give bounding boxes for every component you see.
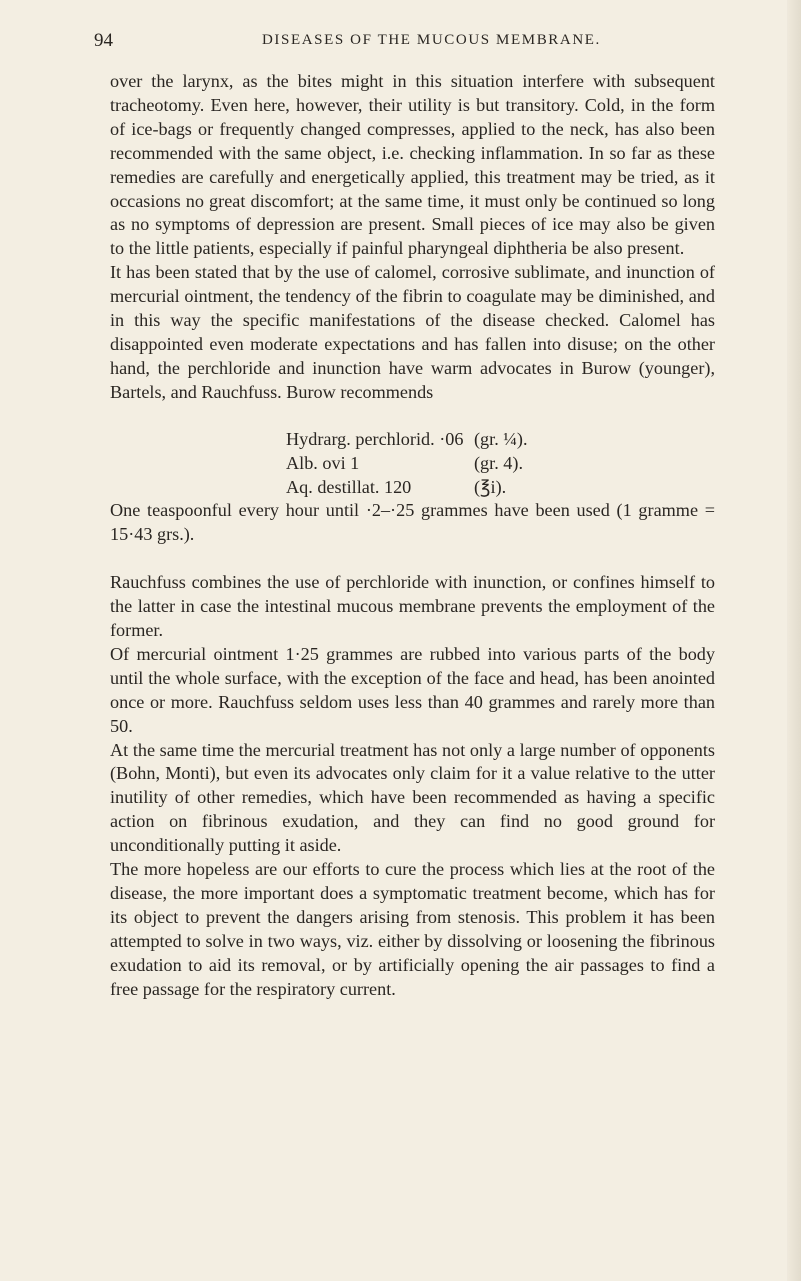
paragraph-4: Rauchfuss combines the use of perchloride with inunction, or confines himself to the latter in case the intestinal mucous membrane prevents the employment of the former. (110, 572, 715, 641)
formula-dose: (℥i). (474, 476, 507, 497)
paragraph-2: It has been stated that by the use of calomel, corrosive sublimate, and inunction of mercurial ointment, the tendency of the fibrin to coagulate may be diminished, and in this way the specific manifestations of the disease checked. Calomel has disappointed even moderate expectations and has fallen into disuse; on the other hand, the perchloride and inunction have warm advocates in Burow (younger), Bartels, and Rauchfuss. Burow recommends (110, 262, 715, 402)
prescription-formula (286, 428, 715, 500)
body-text (110, 70, 715, 1002)
formula-ingredient: Alb. ovi 1 (286, 452, 360, 473)
paragraph-5: Of mercurial ointment 1·25 grammes are rubbed into various parts of the body until the whole surface, with the exception of the face and head, has been anointed once or more. Rauchfuss seldom uses less than 40 grammes and rarely more than 50. (110, 643, 715, 736)
formula-row (286, 428, 715, 452)
page-header (94, 30, 714, 54)
running-title: DISEASES OF THE MUCOUS MEMBRANE. (262, 32, 601, 48)
formula-ingredient: Hydrarg. perchlorid. ·06 (286, 428, 464, 449)
formula-ingredient: Aq. destillat. 120 (286, 476, 412, 497)
formula-row (286, 452, 715, 476)
formula-dose: (gr. 4). (474, 452, 523, 473)
page-edge (787, 0, 801, 1281)
formula-dose: (gr. ¼). (474, 428, 528, 449)
paragraph-7: The more hopeless are our efforts to cure the process which lies at the root of the disease, the more important does a symptomatic treatment become, which has for its object to prevent the dangers arising from stenosis. This problem it has been attempted to solve in two ways, viz. either by dissolving or loosening the fibrinous exudation to aid its removal, or by artificially opening the air passages to find a free passage for the respiratory current. (110, 859, 715, 999)
paragraph-6: At the same time the mercurial treatment has not only a large number of opponents (Bohn, Monti), but even its advocates only claim for it a value relative to the utter inutility of other remedies, which have been recommended as having a specific action on fibrinous exudation, and they can find no good ground for unconditionally putting it aside. (110, 739, 715, 856)
formula-row (286, 476, 715, 500)
page-number: 94 (94, 30, 113, 51)
paragraph-3: One teaspoonful every hour until ·2–·25 grammes have been used (1 gramme = 15·43 grs.). (110, 500, 715, 545)
paragraph-1: over the larynx, as the bites might in this situation interfere with subsequent tracheotomy. Even here, however, their utility is but transitory. Cold, in the form of ice-bags or frequently changed compresses, applied to the neck, has also been recommended with the same object, i.e. checking inflammation. In so far as these remedies are carefully and energetically applied, this treatment may be tried, as it occasions no great discomfort; at the same time, it must only be continued so long as no symptoms of depression are present. Small pieces of ice may also be given to the little patients, especially if painful pharyngeal diphtheria be also present. (110, 71, 715, 259)
